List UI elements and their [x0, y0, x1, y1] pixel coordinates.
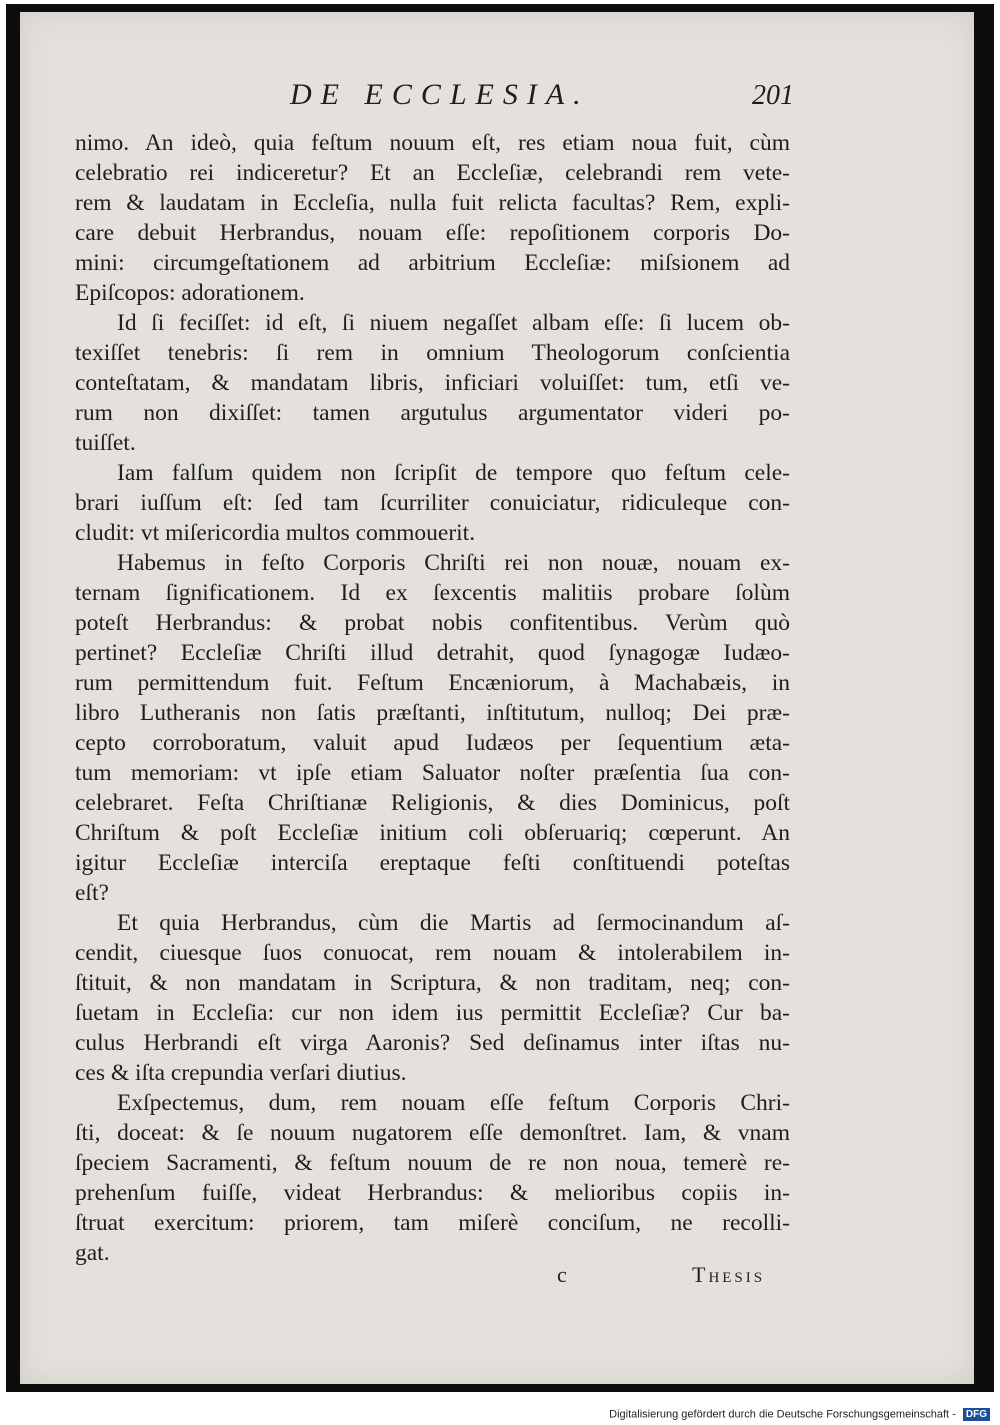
text-line: mini: circumgeſtationem ad arbitrium Eccleſiæ: miſsionem ad: [75, 250, 790, 276]
text-line: nimo. An ideò, quia feſtum nouum eſt, res etiam noua fuit, cùm: [75, 130, 790, 156]
text-line: rem & laudatam in Eccleſia, nulla fuit relicta facultas? Rem, expli-: [75, 190, 790, 216]
text-line: Habemus in feſto Corporis Chriſti rei non nouæ, nouam ex-: [117, 550, 790, 576]
text-line: rum permittendum fuit. Feſtum Encæniorum, à Machabæis, in: [75, 670, 790, 696]
digitization-notice-text: Digitalisierung gefördert durch die Deutsche Forschungsgemeinschaft -: [609, 1408, 956, 1421]
page-number: 201: [752, 80, 794, 111]
text-line: poteſt Herbrandus: & probat nobis confitentibus. Verùm quò: [75, 610, 790, 636]
text-line: texiſſet tenebris: ſi rem in omnium Theologorum conſcientia: [75, 340, 790, 366]
text-line: tum memoriam: vt ipſe etiam Saluator noſter præſentia ſua con-: [75, 760, 790, 786]
text-line: brari iuſſum eſt: ſed tam ſcurriliter conuiciatur, ridiculeque con-: [75, 490, 790, 516]
text-line: ſti, doceat: & ſe nouum nugatorem eſſe demonſtret. Iam, & vnam: [75, 1120, 790, 1146]
text-line: Epiſcopos: adorationem.: [75, 280, 305, 306]
text-line: ſpeciem Sacramenti, & feſtum nouum de re non noua, temerè re-: [75, 1150, 790, 1176]
catchword: Thesis: [692, 1262, 766, 1287]
text-line: gat.: [75, 1240, 110, 1266]
text-line: celebratio rei indiceretur? Et an Eccleſiæ, celebrandi rem vete-: [75, 160, 790, 186]
digitization-notice: [609, 1408, 990, 1421]
text-line: Exſpectemus, dum, rem nouam eſſe feſtum Corporis Chri-: [117, 1090, 790, 1116]
text-line: eſt?: [75, 880, 109, 906]
text-line: igitur Eccleſiæ interciſa ereptaque feſti conſtituendi poteſtas: [75, 850, 790, 876]
text-line: ternam ſignificationem. Id ex ſexcentis malitiis probare ſolùm: [75, 580, 790, 606]
text-line: celebraret. Feſta Chriſtianæ Religionis, & dies Dominicus, poſt: [75, 790, 790, 816]
running-title: DE ECCLESIA.: [290, 78, 590, 111]
text-line: Chriſtum & poſt Eccleſiæ initium coli obſeruariq; cœperunt. An: [75, 820, 790, 846]
text-line: conteſtatam, & mandatam libris, inficiari voluiſſet: tum, etſi ve-: [75, 370, 790, 396]
text-line: rum non dixiſſet: tamen argutulus argumentator videri po-: [75, 400, 790, 426]
text-line: culus Herbrandi eſt virga Aaronis? Sed deſinamus inter iſtas nu-: [75, 1030, 790, 1056]
text-line: Et quia Herbrandus, cùm die Martis ad ſermocinandum aſ-: [117, 910, 790, 936]
text-line: ſtruat exercitum: priorem, tam miſerè conciſum, ne recolli-: [75, 1210, 790, 1236]
text-line: prehenſum fuiſſe, videat Herbrandus: & melioribus copiis in-: [75, 1180, 790, 1206]
text-line: tuiſſet.: [75, 430, 136, 456]
dfg-logo: DFG: [963, 1408, 990, 1421]
signature-mark: c: [557, 1262, 568, 1287]
text-line: ſtituit, & non mandatam in Scriptura, & non traditam, neq; con-: [75, 970, 790, 996]
text-line: cendit, ciuesque ſuos conuocat, rem nouam & intolerabilem in-: [75, 940, 790, 966]
text-line: Id ſi feciſſet: id eſt, ſi niuem negaſſet albam eſſe: ſi lucem ob-: [117, 310, 790, 336]
text-line: ſuetam in Eccleſia: cur non idem ius permittit Eccleſiæ? Cur ba-: [75, 1000, 790, 1026]
text-line: care debuit Herbrandus, nouam eſſe: repoſitionem corporis Do-: [75, 220, 790, 246]
text-line: libro Lutheranis non ſatis præſtanti, inſtitutum, nulloq; Dei præ-: [75, 700, 790, 726]
text-line: pertinet? Eccleſiæ Chriſti illud detrahit, quod ſynagogæ Iudæo-: [75, 640, 790, 666]
text-line: cludit: vt miſericordia multos commouerit.: [75, 520, 476, 546]
text-line: cepto corroboratum, valuit apud Iudæos per ſequentium æta-: [75, 730, 790, 756]
body-text: [75, 128, 790, 1268]
text-line: Iam falſum quidem non ſcripſit de tempore quo feſtum cele-: [117, 460, 790, 486]
text-line: ces & iſta crepundia verſari diutius.: [75, 1060, 407, 1086]
